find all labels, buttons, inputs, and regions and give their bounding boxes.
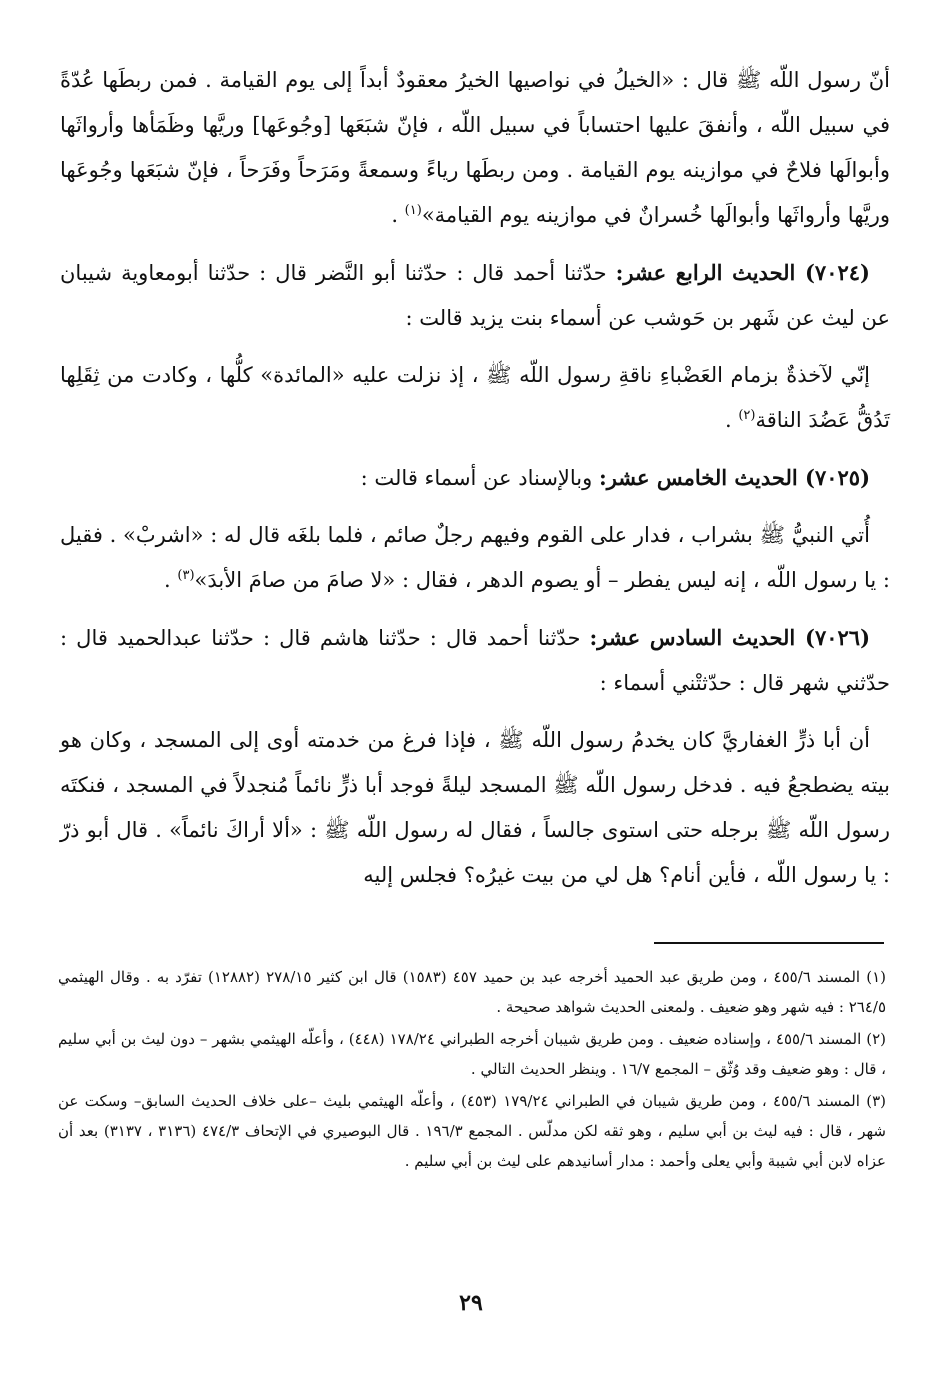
page-number: ٢٩	[459, 1290, 483, 1316]
paragraph-text: أنّ رسول اللّه ﷺ قال : «الخيلُ في نواصيها الخيرُ معقودٌ أبداً إلى يوم القيامة . فمن ربطَها عُدّةً في سبيل اللّه ، وأنفقَ عليها احتساباً في سبيل اللّه ، فإنّ شبَعَها [وجُوعَها] وريَّها وظَمَأها وأرواثَها وأبوالَها فلاحٌ في موازينه يوم القيامة . ومن ربطَها رياءً وسمعةً ومَرَحاً وفَرَحاً ، فإنّ شبَعَها وجُوعَها وريَّها وأرواثَها وأبوالَها خُسرانٌ في موازينه يوم القيامة»	[60, 68, 890, 227]
hadith-7026-isnad	[60, 615, 890, 706]
punctuation: .	[724, 408, 739, 432]
matn-text: أن أبا ذرٍّ الغفاريَّ كان يخدمُ رسول اللّه ﷺ ، فإذا فرغ من خدمته أوى إلى المسجد ، وكان هو بيته يضطجعُ فيه . فدخل رسول اللّه ﷺ المسجد ليلةً فوجد أبا ذرٍّ نائماً مُنجدلاً في المسجد ، فنكتَه رسول اللّه ﷺ برجله حتى استوى جالساً ، فقال له رسول اللّه ﷺ : «ألا أراكَ نائماً» . قال أبو ذرّ : يا رسول اللّه ، فأين أنام؟ هل لي من بيت غيرُه؟ فجلس إليه	[60, 728, 890, 887]
footnote-1: (١) المسند ٤٥٥/٦ ، ومن طريق عبد الحميد أخرجه عبد بن حميد ٤٥٧ (١٥٨٣) قال ابن كثير ٢٧٨/١٥ (١٢٨٨٢) تفرّد به . وقال الهيثمي ٢٦٤/٥ : فيه شهر وهو ضعيف . ولمعنى الحديث شواهد صحيحة .	[58, 968, 886, 1016]
isnad-text: حدّثنا أحمد قال : حدّثنا أبو النَّضر قال : حدّثنا أبومعاوية شيبان عن ليث عن شَهر بن حَوشب عن أسماء بنت يزيد قالت :	[60, 261, 890, 330]
matn-text: إنّي لآخذةٌ بزمام العَضْباءِ ناقةِ رسول اللّه ﷺ ، إذ نزلت عليه «المائدة» كلُّها ، وكادت من ثِقَلِها تَدُقُّ عَضُدَ الناقة	[60, 363, 890, 432]
main-text	[60, 58, 890, 910]
footnote-ref: (٢)	[738, 408, 756, 423]
punctuation: .	[391, 203, 405, 227]
hadith-heading: (٧٠٢٦) الحديث السادس عشر:	[589, 625, 871, 650]
hadith-7025-text	[60, 513, 890, 603]
hadith-heading: (٧٠٢٤) الحديث الرابع عشر:	[615, 260, 870, 285]
footnote-3: (٣) المسند ٤٥٥/٦ ، ومن طريق شيبان في الطبراني ١٧٩/٢٤ (٤٥٣) ، وأعلّه الهيثمي بليث –على خلاف الحديث السابق– وسكت عن شهر ، قال : فيه ليث بن أبي سليم ، وهو ثقه لكن مدلّس . المجمع ١٩٦/٣ . قال البوصيري في الإتحاف ٤٧٤/٣ (٣١٣٦ ، ٣١٣٧) بعد أن عزاه لابن أبي شيبة وأبي يعلى وأحمد : مدار أسانيدهم على ليث بن أبي سليم .	[58, 1092, 886, 1170]
isnad-text: حدّثنا أحمد قال : حدّثنا هاشم قال : حدّثنا عبدالحميد قال : حدّثني شهر قال : حدّثتْني أسماء :	[60, 626, 890, 695]
hadith-7024-text	[60, 353, 890, 443]
hadith-7024-isnad	[60, 250, 890, 341]
footnote-ref: (٣)	[177, 568, 195, 583]
footnotes	[58, 962, 886, 1178]
hadith-7026-text	[60, 718, 890, 898]
footnote-divider	[654, 942, 884, 944]
matn-text: أُتي النبيُّ ﷺ بشراب ، فدار على القوم وفيهم رجلٌ صائم ، فلما بلغَه قال له : «اشربْ» . فقيل : يا رسول اللّه ، إنه ليس يفطر – أو يصوم الدهر ، فقال : «لا صامَ من صامَ الأبدَ»	[60, 523, 890, 592]
hadith-continuation	[60, 58, 890, 238]
footnote-2: (٢) المسند ٤٥٥/٦ ، وإسناده ضعيف . ومن طريق شيبان أخرجه الطبراني ١٧٨/٢٤ (٤٤٨) ، وأعلّه الهيثمي بشهر – دون ليث بن أبي سليم ، قال : وهو ضعيف وقد وُثّق – المجمع ١٦/٧ . وينظر الحديث التالي .	[58, 1030, 886, 1078]
isnad-text: وبالإسناد عن أسماء قالت :	[360, 466, 599, 490]
footnote-ref: (١)	[404, 203, 422, 218]
punctuation: .	[164, 568, 178, 592]
hadith-heading: (٧٠٢٥) الحديث الخامس عشر:	[598, 465, 870, 490]
hadith-7025-isnad	[60, 455, 890, 501]
